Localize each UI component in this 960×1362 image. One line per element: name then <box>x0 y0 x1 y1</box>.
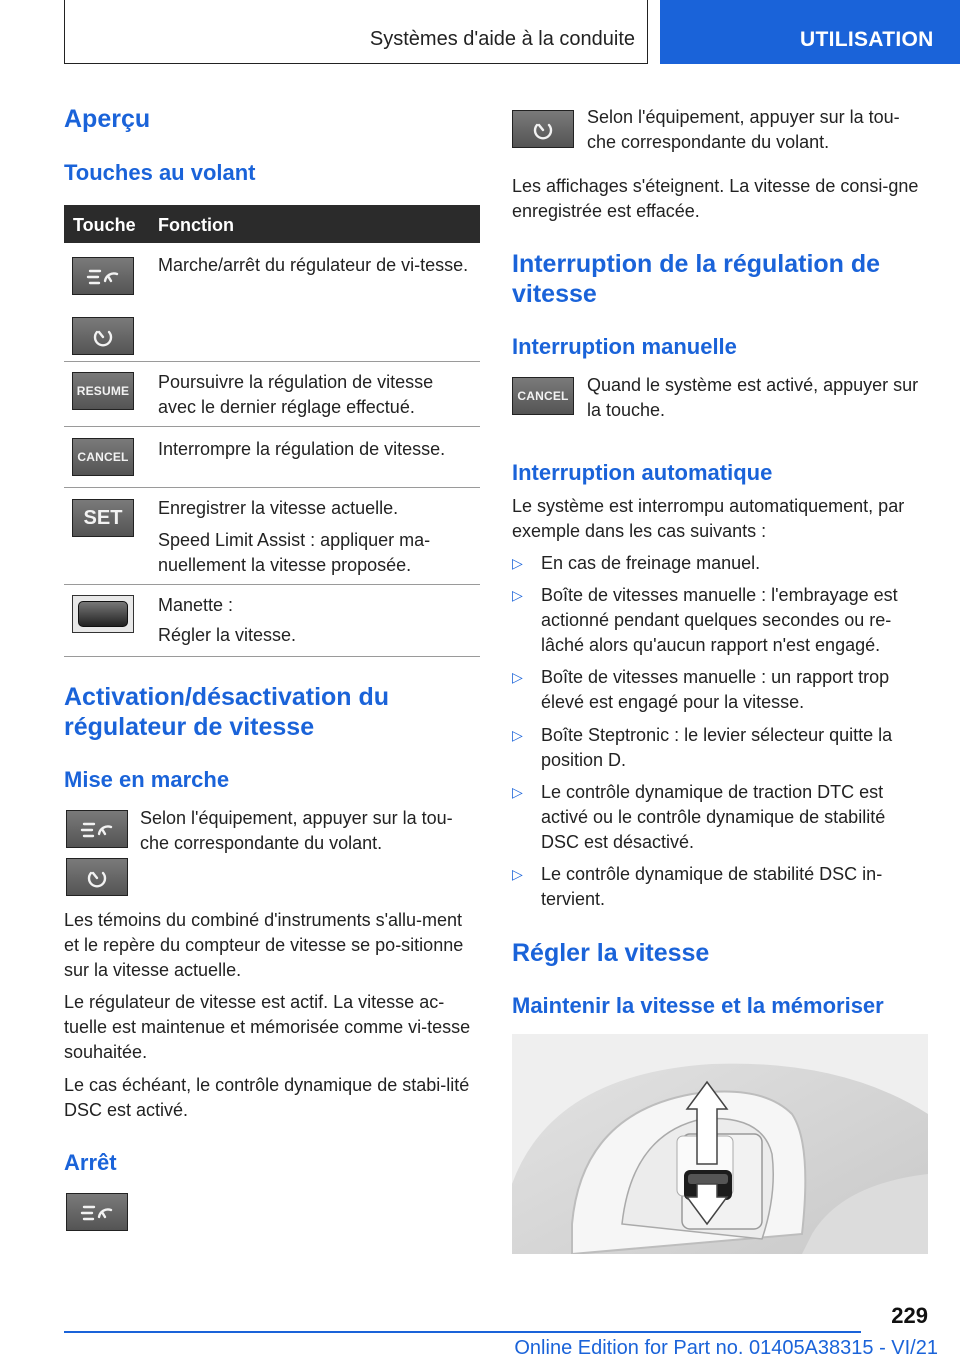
function-text: Marche/arrêt du régulateur de vi-tesse. <box>158 255 469 275</box>
bullet-arrow-icon: ▷ <box>512 587 523 603</box>
key-function-table <box>64 205 480 657</box>
function-text: Enregistrer la vitesse actuelle. <box>158 498 399 518</box>
para-temoins: Les témoins du combiné d'instruments s'allu-ment et le repère du compteur de vitesse se po-sitionne sur la vitesse actuelle. <box>64 910 464 980</box>
chapter-tab[interactable] <box>660 0 960 64</box>
bullet-arrow-icon: ▷ <box>512 866 523 882</box>
heading-touches: Touches au volant <box>64 160 256 185</box>
heading-interruption-manuelle: Interruption manuelle <box>512 334 737 359</box>
set-key: SET <box>72 499 134 537</box>
heading-activation: Activation/désactivation du régulateur de vitesse <box>64 683 390 741</box>
function-text: Poursuivre la régulation de vitesse avec le dernier réglage effectué. <box>158 372 434 417</box>
steering-wheel-illustration <box>512 1034 928 1254</box>
resume-key: RESUME <box>72 372 134 410</box>
table-row <box>64 427 480 488</box>
table-header <box>64 205 480 243</box>
header-bar <box>64 0 648 64</box>
cruise-speedometer-key-icon <box>72 317 134 355</box>
function-text: Manette : <box>158 595 234 615</box>
heading-apercu: Aperçu <box>64 105 151 133</box>
footer-edition: Online Edition for Part no. 01405A38315 - VI/21 <box>514 1337 938 1359</box>
footer-divider <box>64 1331 861 1333</box>
table-row <box>64 488 480 585</box>
function-text: Interrompre la régulation de vitesse. <box>158 439 446 459</box>
col-touche: Touche <box>73 215 136 235</box>
auto-text: Le système est interrompu automatiquement, par exemple dans les cas suivants : <box>512 496 905 541</box>
heading-arret: Arrêt <box>64 1150 117 1175</box>
cruise-on-off-key-icon <box>72 257 134 295</box>
bullet-arrow-icon: ▷ <box>512 727 523 743</box>
bullet-arrow-icon: ▷ <box>512 784 523 800</box>
heading-interruption: Interruption de la régulation de vitesse <box>512 250 881 308</box>
para-regulateur-actif: Le régulateur de vitesse est actif. La vitesse ac-tuelle est maintenue et mémorisée comme vi-tesse souhaitée. <box>64 992 471 1062</box>
cancel-key: CANCEL <box>512 377 574 415</box>
bullet-arrow-icon: ▷ <box>512 669 523 685</box>
chapter-tab-label: UTILISATION <box>800 28 934 51</box>
cancel-key: CANCEL <box>72 438 134 476</box>
rocker-switch-icon <box>72 595 134 633</box>
cruise-speedometer-key-icon <box>512 110 574 148</box>
cruise-on-off-key-icon <box>66 1193 128 1231</box>
col-fonction: Fonction <box>158 215 234 235</box>
table-row <box>64 362 480 427</box>
function-text-2: Speed Limit Assist : appliquer ma-nuellement la vitesse proposée. <box>158 530 431 575</box>
table-row <box>64 585 480 657</box>
heading-interruption-automatique: Interruption automatique <box>512 460 773 485</box>
manuelle-text: Quand le système est activé, appuyer sur la touche. <box>587 375 919 420</box>
mise-text: Selon l'équipement, appuyer sur la tou-che correspondante du volant. <box>140 808 453 853</box>
heading-maintenir: Maintenir la vitesse et la mémoriser <box>512 993 884 1018</box>
table-row <box>64 243 480 362</box>
bullet-arrow-icon: ▷ <box>512 555 523 571</box>
cruise-on-off-key-icon <box>66 810 128 848</box>
heading-mise-en-marche: Mise en marche <box>64 767 230 792</box>
function-text-2: Régler la vitesse. <box>158 625 297 645</box>
section-title: Systèmes d'aide à la conduite <box>369 28 635 50</box>
heading-regler: Régler la vitesse <box>512 939 710 967</box>
cruise-speedometer-key-icon <box>66 858 128 896</box>
para-affichages: Les affichages s'éteignent. La vitesse de consi-gne enregistrée est effacée. <box>512 176 919 221</box>
para-dsc: Le cas échéant, le contrôle dynamique de stabi-lité DSC est activé. <box>64 1075 470 1120</box>
page-number: 229 <box>891 1303 928 1328</box>
arret-text: Selon l'équipement, appuyer sur la tou-che correspondante du volant. <box>587 107 900 152</box>
